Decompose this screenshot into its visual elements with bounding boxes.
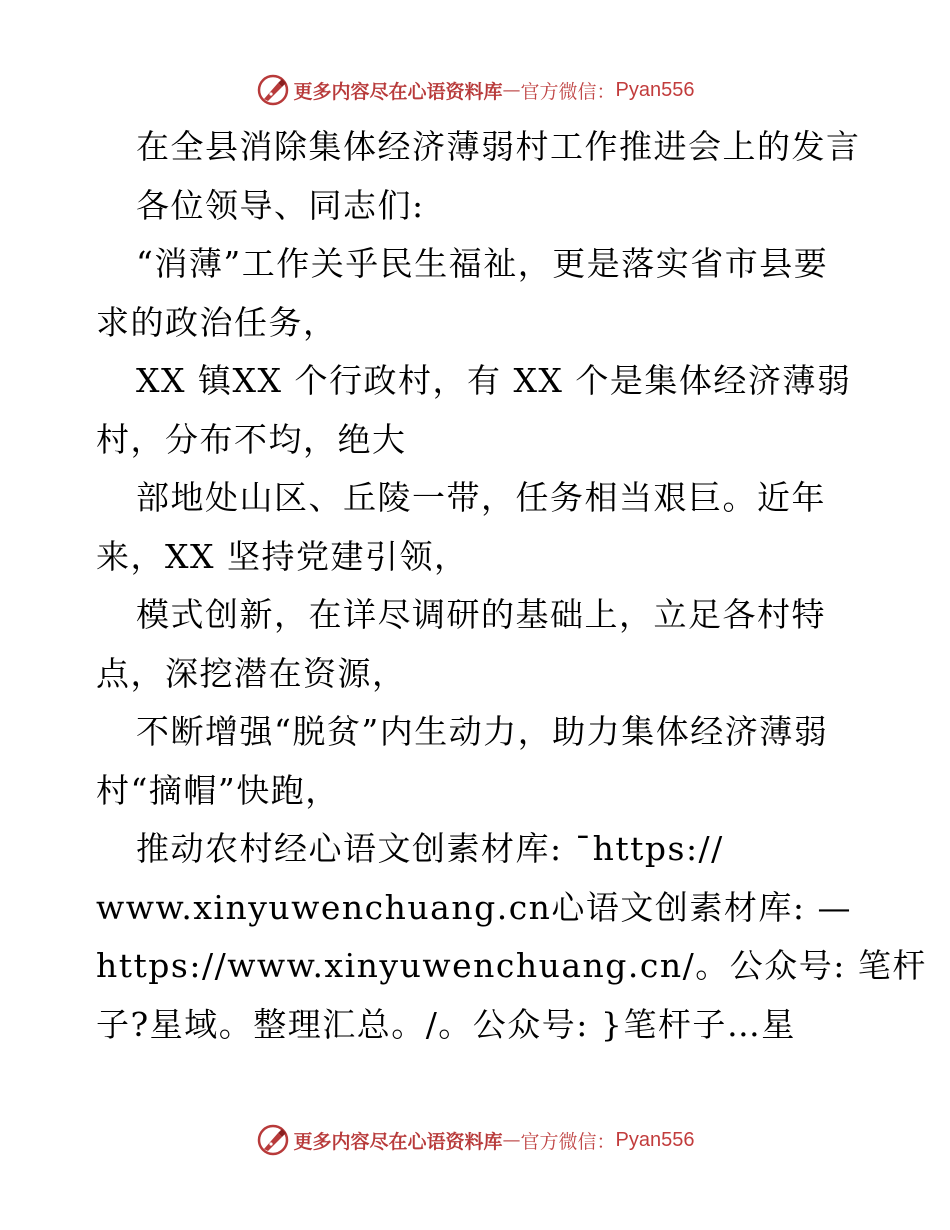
document-title: 在全县消除集体经济薄弱村工作推进会上的发言: [136, 127, 861, 166]
banner-brand-text: 更多内容尽在心语资料库: [293, 80, 503, 103]
paragraph-line: 求的政治任务，: [96, 302, 338, 342]
banner-wechat-id: Pyan556: [615, 78, 695, 101]
banner-separator: —: [502, 1129, 521, 1151]
document-salutation: 各位领导、同志们:: [136, 185, 425, 225]
paragraph-line: 点，深挖潜在资源，: [96, 653, 407, 693]
paragraph-line: 来，XX 坚持党建引领，: [96, 536, 469, 576]
paragraph-line: 子?星域。整理汇总。/。公众号: }笔杆子…星: [96, 1004, 796, 1044]
paragraph-line: 部地处山区、丘陵一带，任务相当艰巨。近年: [136, 478, 826, 517]
paragraph-line: “消薄”工作关乎民生福祉，更是落实省市县要: [136, 244, 829, 283]
paragraph-line: 村，分布不均，绝大: [96, 419, 407, 459]
header-banner: [0, 70, 950, 110]
document-body: [96, 118, 927, 1054]
paragraph-line: https://www.xinyuwenchuang.cn/。公众号: 笔杆: [96, 946, 927, 985]
footer-banner: [0, 1120, 950, 1160]
paragraph-line: 村“摘帽”快跑，: [96, 770, 340, 810]
banner-brand-text: 更多内容尽在心语资料库: [293, 1130, 503, 1153]
paragraph-line: 推动农村经心语文创素材库: ¯https://: [136, 829, 724, 868]
paragraph-line: 不断增强“脱贫”内生动力，助力集体经济薄弱: [136, 712, 829, 751]
paragraph-line: XX 镇XX 个行政村，有 XX 个是集体经济薄弱: [136, 361, 852, 400]
banner-wechat-label: 官方微信：: [520, 80, 616, 103]
pen-nib-logo-icon: [256, 1123, 290, 1157]
pen-nib-logo-icon: [256, 73, 290, 107]
banner-separator: —: [502, 79, 521, 101]
paragraph-line: 模式创新，在详尽调研的基础上，立足各村特: [136, 595, 826, 634]
banner-wechat-id: Pyan556: [615, 1128, 695, 1151]
paragraph-line: www.xinyuwenchuang.cn心语文创素材库: —: [96, 887, 853, 927]
banner-wechat-label: 官方微信：: [520, 1130, 616, 1153]
